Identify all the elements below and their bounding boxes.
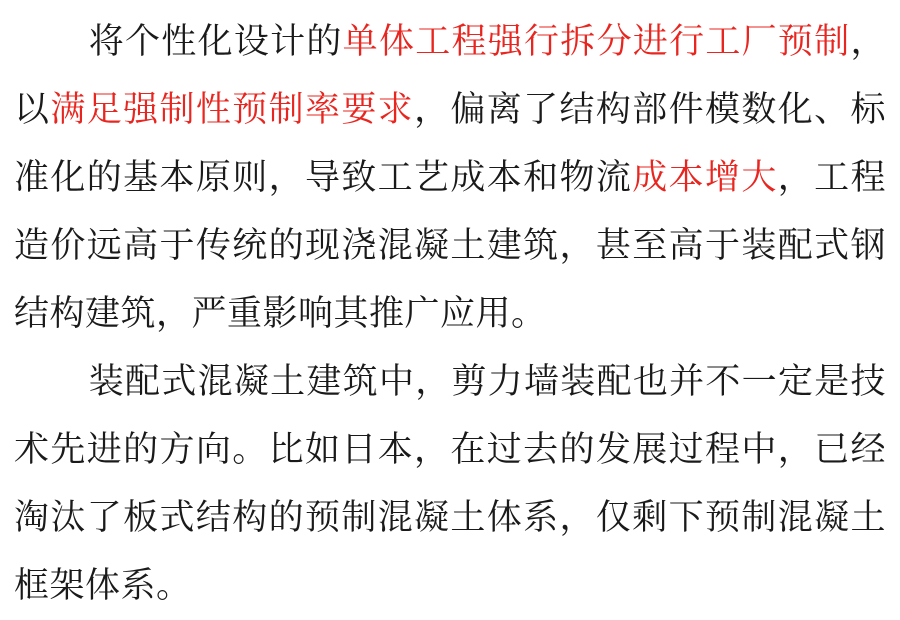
paragraph-2 bbox=[14, 348, 886, 620]
text-run: 装配式混凝土建筑中，剪力墙装配也并不一定是技术先进的方向。比如日本，在过去的发展过程中，已经淘汰了板式结构的预制混凝土体系，仅剩下预制混凝土框架体系。 bbox=[14, 362, 886, 605]
paragraph-1 bbox=[14, 8, 886, 348]
document-body bbox=[14, 8, 886, 620]
text-run: ，以 bbox=[14, 22, 886, 129]
text-run: ，工程造价远高于传统的现浇混凝土建筑，甚至高于装配式钢结构建筑，严重影响其推广应用。 bbox=[14, 158, 886, 333]
highlighted-text-run: 满足强制性预制率要求 bbox=[50, 90, 415, 129]
highlighted-text-run: 成本增大 bbox=[632, 158, 778, 197]
highlighted-text-run: 单体工程强行拆分进行工厂预制 bbox=[342, 22, 851, 61]
text-run: ，偏离了结构部件模数化、标准化的基本原则，导致工艺成本和物流 bbox=[14, 90, 886, 197]
text-run: 将个性化设计的 bbox=[88, 22, 343, 61]
